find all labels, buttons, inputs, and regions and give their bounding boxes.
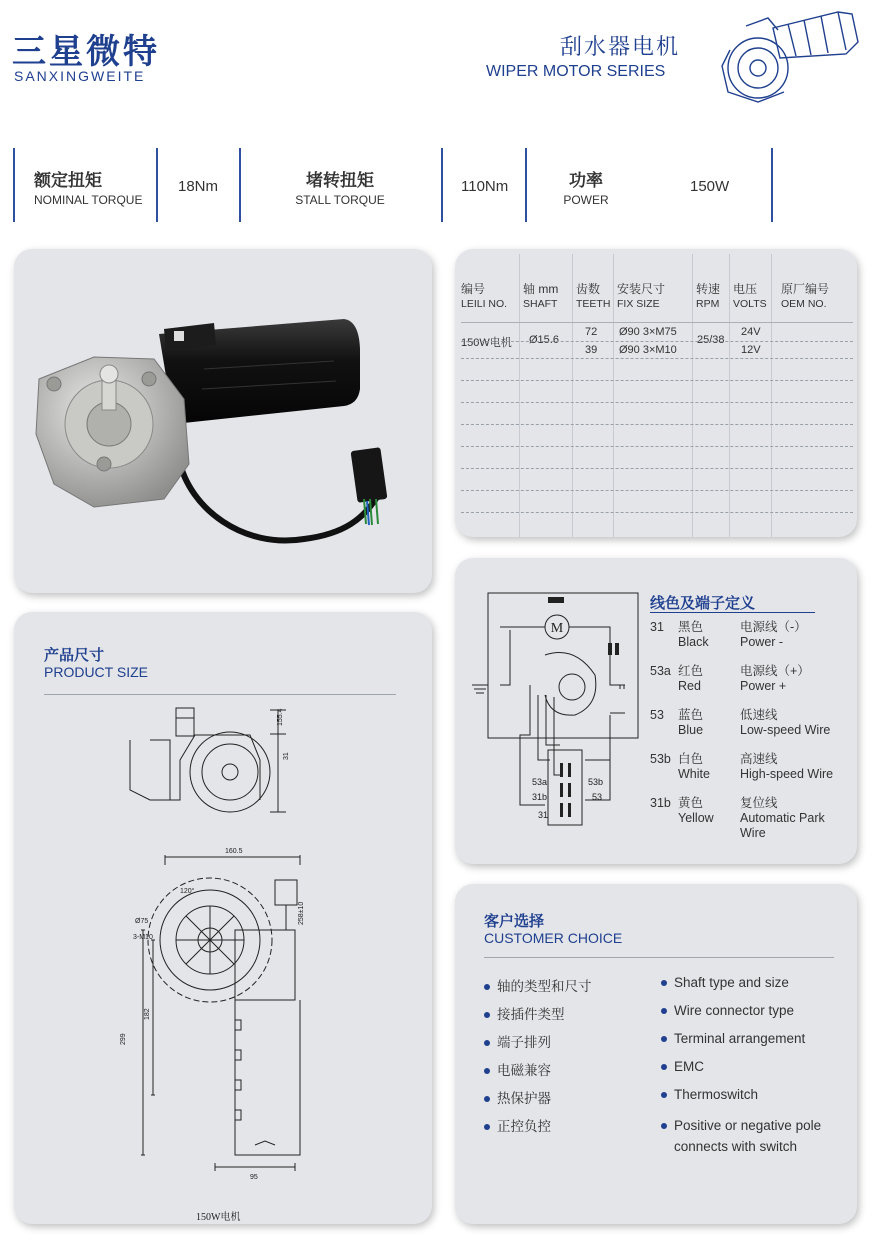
- wire-code: 31b: [650, 796, 671, 810]
- spec-power-en: POWER: [563, 193, 609, 207]
- option-cn-pole: 正控负控: [484, 1115, 551, 1135]
- option-cn-terminal: 端子排列: [484, 1031, 551, 1051]
- col-header-rpm-en: RPM: [696, 298, 720, 310]
- spec-nominal-torque-en: NOMINAL TORQUE: [34, 193, 143, 207]
- drawing-caption: 150W电机: [196, 1212, 241, 1223]
- diagram-label-53b: 53b: [588, 777, 604, 787]
- wire-func-cn: 电源线（-）: [740, 620, 807, 634]
- wire-code: 53a: [650, 664, 671, 678]
- wire-func-en: Automatic Park Wire: [740, 811, 825, 840]
- wire-code: 53: [650, 708, 664, 722]
- motor-symbol: M: [550, 621, 564, 636]
- product-photo: [14, 249, 432, 593]
- cell-volt-2: 12V: [741, 344, 761, 356]
- spec-power-value: 150W: [690, 178, 730, 195]
- col-header-teeth-en: TEETH: [576, 298, 611, 310]
- wire-func-en: Low-speed Wire: [740, 723, 831, 737]
- cell-shaft: Ø15.6: [529, 334, 559, 346]
- dim-31: 31: [283, 752, 290, 760]
- col-header-fix-size: [617, 282, 665, 312]
- dim-160-5: 160.5: [225, 848, 243, 855]
- cell-teeth-2: 39: [585, 344, 598, 356]
- wire-func-en: Power +: [740, 679, 787, 693]
- col-header-fix-size-cn: 安装尺寸: [617, 282, 666, 296]
- wire-func-cn: 电源线（+）: [740, 664, 810, 678]
- spec-nominal-torque-cn: 额定扭矩: [34, 171, 102, 191]
- col-header-volts-en: VOLTS: [733, 298, 767, 310]
- spec-table: [455, 254, 855, 537]
- dim-299: 299: [120, 1033, 127, 1045]
- series-title-en: WIPER MOTOR SERIES: [486, 63, 666, 80]
- product-size-title-cn: 产品尺寸: [44, 646, 105, 664]
- diagram-label-53a: 53a: [532, 777, 548, 787]
- series-title-cn: 刮水器电机: [560, 35, 681, 60]
- col-header-no-en: LEILI NO.: [461, 298, 508, 310]
- wire-func-cn: 复位线: [740, 796, 778, 810]
- spec-power-cn: 功率: [569, 171, 603, 191]
- dim-diameter-75: Ø75: [135, 918, 149, 925]
- customer-title-en: CUSTOMER CHOICE: [484, 930, 623, 946]
- option-cn-shaft: 轴的类型和尺寸: [484, 975, 592, 995]
- spec-stall-torque-cn: 堵转扭矩: [306, 171, 374, 191]
- col-header-volts-cn: 电压: [733, 282, 758, 296]
- product-photo-panel: [14, 249, 432, 593]
- wire-color-en: Blue: [678, 723, 704, 737]
- spec-nominal-torque-label: [24, 166, 150, 207]
- cell-fix-1: Ø90 3×M75: [619, 326, 677, 338]
- col-header-rpm: [696, 282, 720, 312]
- option-cn-thermo: 热保护器: [484, 1087, 551, 1107]
- wire-color-en: White: [678, 767, 710, 781]
- col-header-teeth: [576, 282, 610, 312]
- dim-182: 182: [144, 1008, 151, 1020]
- dim-258: 258±10: [298, 901, 305, 925]
- diagram-label-31: 31: [538, 810, 549, 820]
- spec-stall-torque-label: [262, 166, 418, 207]
- option-cn-emc: 电磁兼容: [484, 1059, 551, 1079]
- wire-code: 31: [650, 620, 664, 634]
- cell-fix-2: Ø90 3×M10: [619, 344, 677, 356]
- col-header-fix-size-en: FIX SIZE: [617, 298, 660, 310]
- col-header-no-cn: 编号: [461, 282, 486, 296]
- spec-stall-torque-value: 110Nm: [461, 178, 509, 195]
- col-header-oem-en: OEM NO.: [781, 298, 827, 310]
- col-header-shaft: [523, 282, 558, 312]
- col-header-shaft-cn: 轴 mm: [523, 282, 559, 296]
- dim-angle-120: 120°: [180, 888, 195, 895]
- diagram-label-31b: 31b: [532, 792, 548, 802]
- col-header-teeth-cn: 齿数: [576, 282, 601, 296]
- col-header-shaft-en: SHAFT: [523, 298, 558, 310]
- option-en-shaft: Shaft type and size: [661, 975, 789, 990]
- spec-nominal-torque-value: 18Nm: [178, 178, 219, 195]
- cell-rpm: 25/38: [697, 334, 725, 346]
- wire-color-cn: 白色: [678, 752, 704, 766]
- cell-volt-1: 24V: [741, 326, 761, 338]
- option-cn-connector: 接插件类型: [484, 1003, 565, 1023]
- wire-color-cn: 红色: [678, 664, 704, 678]
- option-en-thermo: Thermoswitch: [661, 1087, 758, 1102]
- diagram-label-53: 53: [592, 792, 603, 802]
- wire-func-cn: 高速线: [740, 752, 778, 766]
- dim-3-m10: 3-M10: [133, 934, 153, 941]
- wire-color-cn: 蓝色: [678, 708, 704, 722]
- col-header-volts: [733, 282, 767, 312]
- option-en-connector: Wire connector type: [661, 1003, 794, 1018]
- side-view-drawing: [110, 700, 310, 820]
- wire-func-cn: 低速线: [740, 708, 778, 722]
- spec-power-label: [546, 166, 626, 207]
- wire-color-cn: 黑色: [678, 620, 704, 634]
- wire-func-en: Power -: [740, 635, 784, 649]
- option-en-terminal: Terminal arrangement: [661, 1031, 805, 1046]
- wire-color-en: Yellow: [678, 811, 714, 825]
- col-header-rpm-cn: 转速: [696, 282, 721, 296]
- wire-color-en: Red: [678, 679, 701, 693]
- product-size-title-en: PRODUCT SIZE: [44, 664, 148, 680]
- wiring-diagram: [460, 585, 645, 835]
- option-en-emc: EMC: [661, 1059, 704, 1074]
- cell-no: 150W电机: [461, 337, 512, 349]
- col-header-oem: [781, 282, 829, 312]
- front-view-drawing: [105, 845, 335, 1180]
- spec-stall-torque-en: STALL TORQUE: [295, 193, 385, 207]
- motor-outline-illustration: [718, 6, 866, 106]
- wire-func-en: High-speed Wire: [740, 767, 834, 781]
- wire-code: 53b: [650, 752, 671, 766]
- option-en-pole: Positive or negative pole connects with switch: [661, 1115, 854, 1157]
- brand-name-en: SANXINGWEITE: [14, 68, 146, 84]
- wire-color-en: Black: [678, 635, 709, 649]
- customer-title-cn: 客户选择: [484, 912, 545, 930]
- cell-teeth-1: 72: [585, 326, 598, 338]
- dim-95: 95: [250, 1174, 258, 1180]
- brand-name-cn: 三星微特: [12, 32, 160, 72]
- col-header-no: [461, 282, 507, 312]
- dim-155: 155.4: [277, 708, 284, 726]
- wiring-title: 线色及端子定义: [650, 594, 756, 612]
- col-header-oem-cn: 原厂编号: [781, 282, 830, 296]
- wire-color-cn: 黄色: [678, 796, 704, 810]
